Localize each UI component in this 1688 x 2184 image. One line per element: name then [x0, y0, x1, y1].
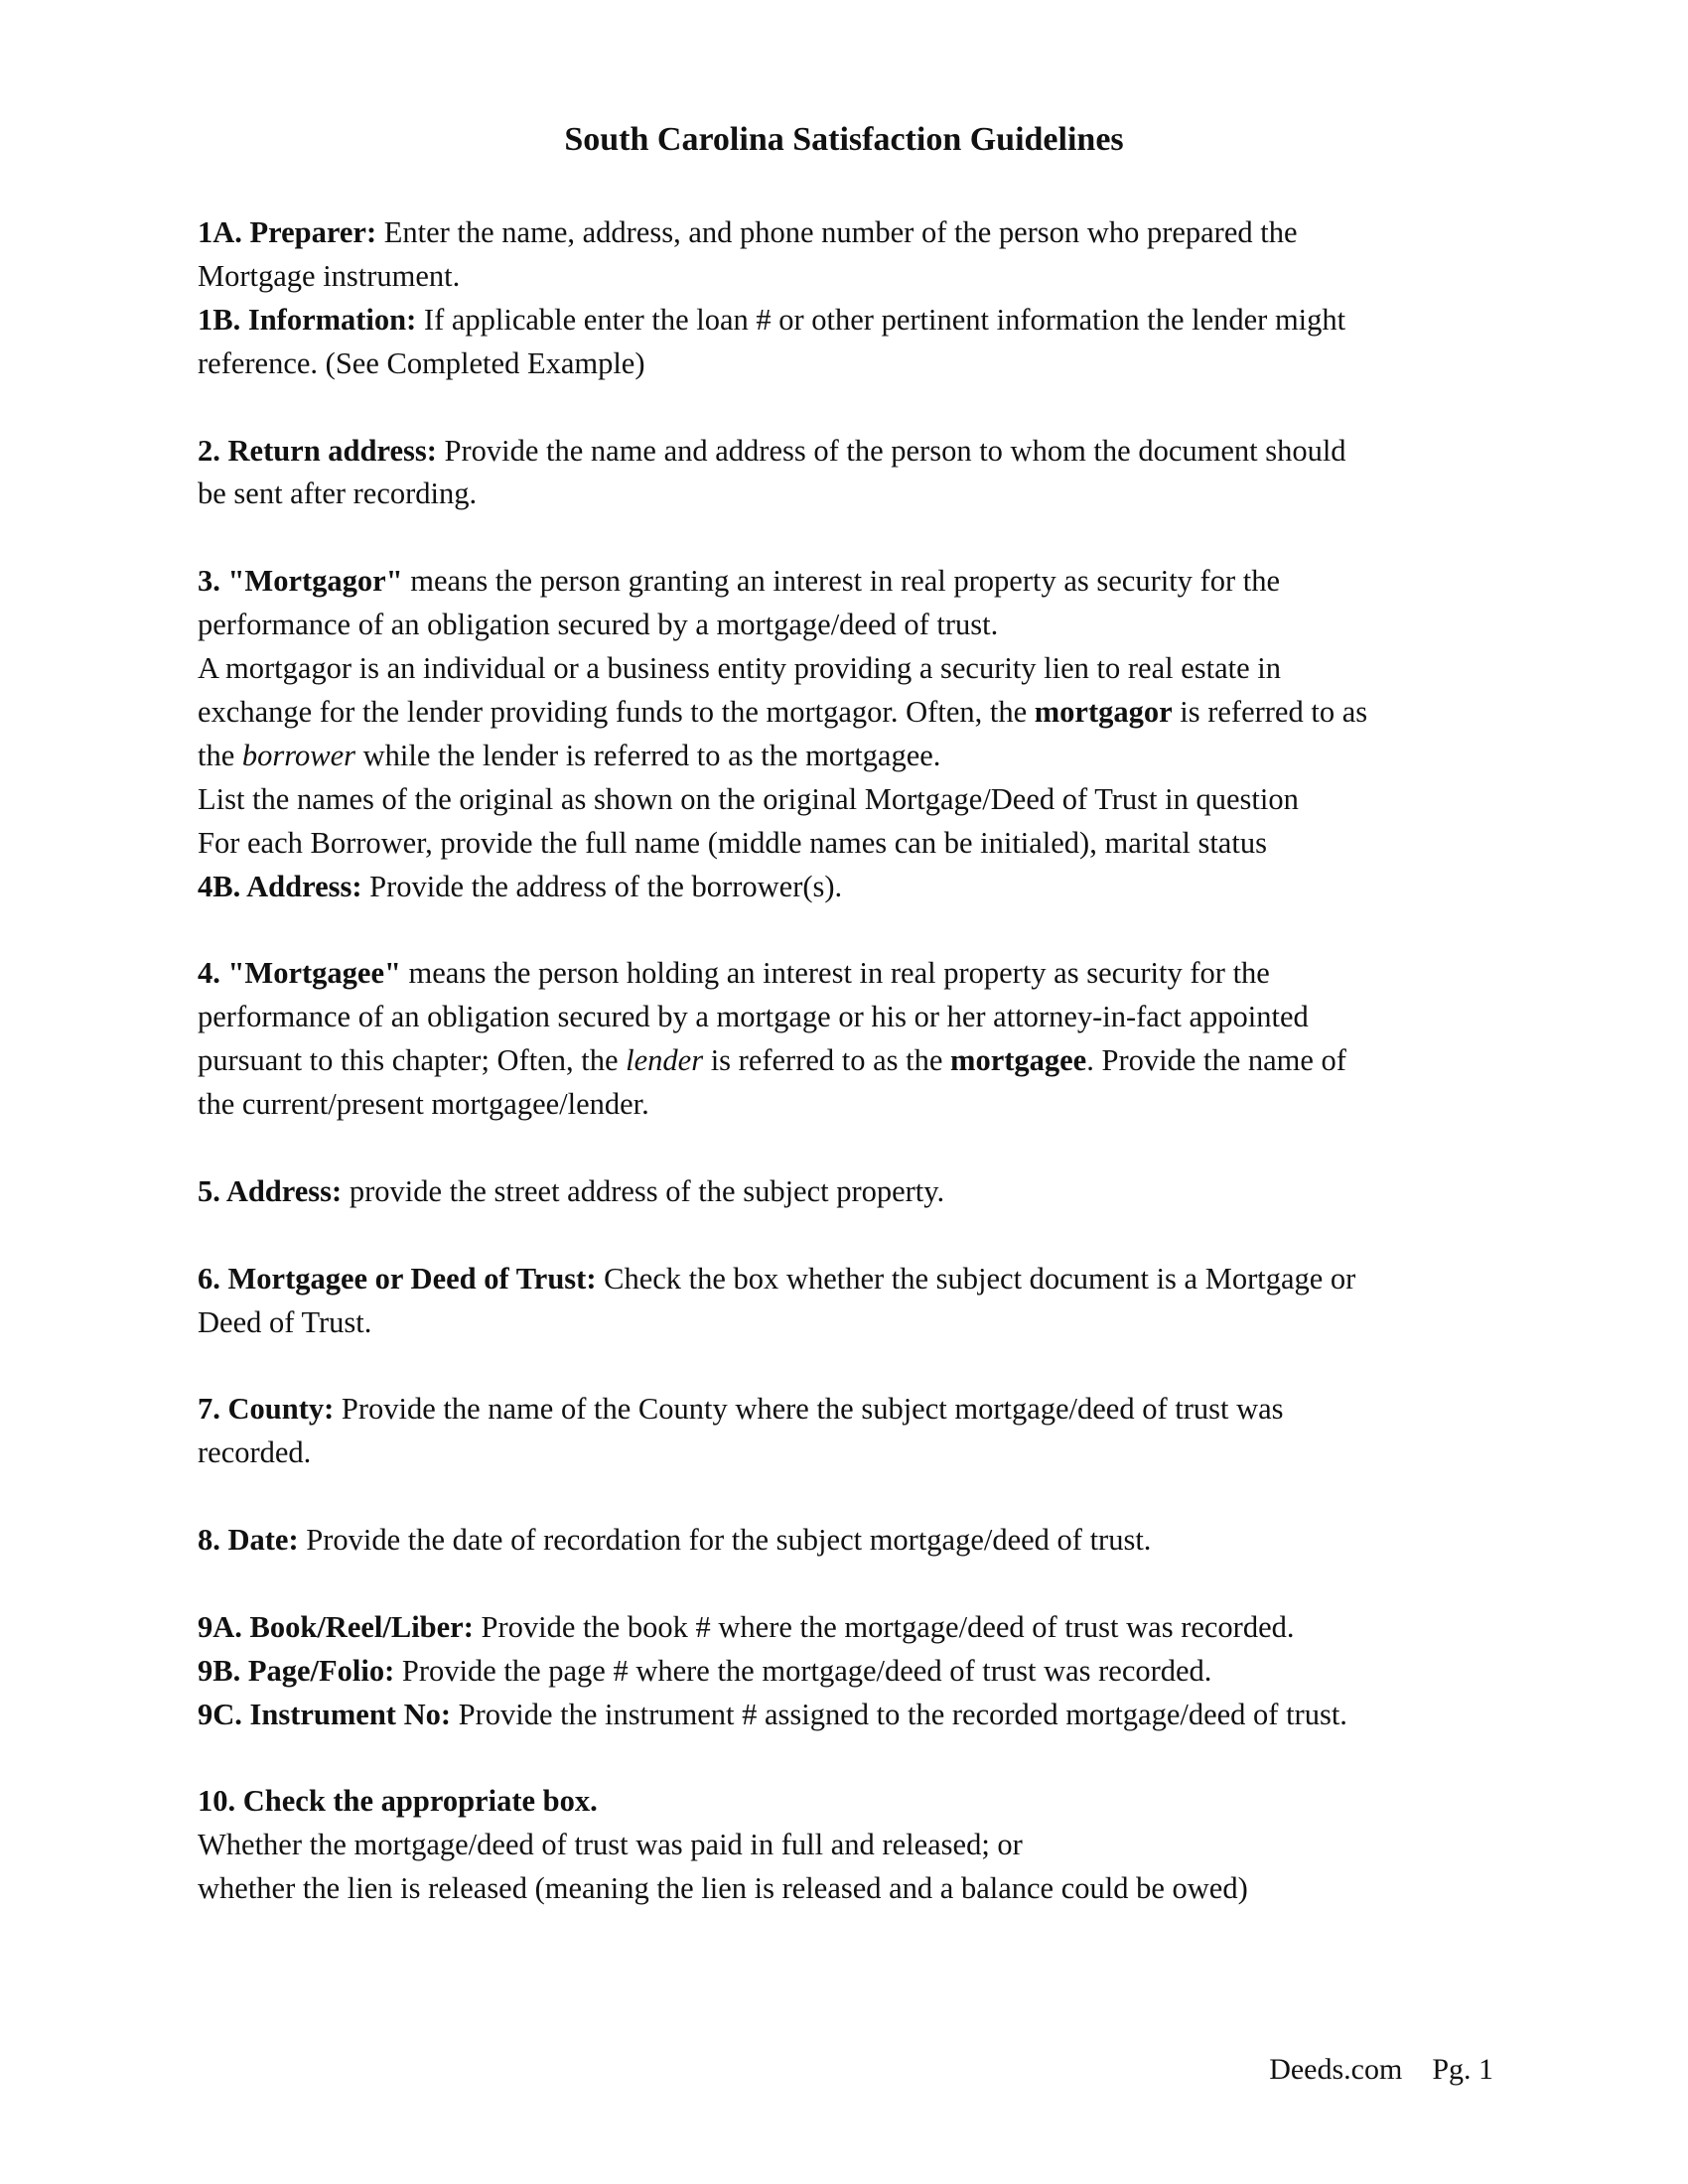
- item-3-line-1: [198, 560, 1518, 604]
- item-4b-text: Provide the address of the borrower(s).: [361, 869, 843, 903]
- item-7-line-2: recorded.: [198, 1435, 312, 1470]
- page-title: South Carolina Satisfaction Guidelines: [564, 121, 1124, 158]
- item-4-line-3: [198, 1039, 1518, 1083]
- item-8-text: Provide the date of recordation for the subject mortgage/deed of trust.: [298, 1523, 1152, 1558]
- section-9: [198, 1606, 1518, 1737]
- item-9a-text: Provide the book # where the mortgage/deed of trust was recorded.: [473, 1609, 1295, 1644]
- item-10-heading: [198, 1780, 1518, 1824]
- item-4-bold-mortgagee: mortgagee: [950, 1043, 1087, 1078]
- item-4-line-3-text-e: . Provide the name of: [1086, 1043, 1346, 1078]
- item-10-label: 10. Check the appropriate box.: [198, 1784, 598, 1819]
- item-4-italic-lender: lender: [626, 1043, 704, 1078]
- item-1a-line-1: [198, 211, 1518, 255]
- item-9a-label: 9A. Book/Reel/Liber:: [198, 1609, 474, 1644]
- item-3-line-3: A mortgagor is an individual or a business entity providing a security lien to real estate in: [198, 651, 1281, 686]
- item-9b-text: Provide the page # where the mortgage/deed of trust was recorded.: [394, 1653, 1212, 1688]
- item-2-label: 2. Return address:: [198, 433, 437, 468]
- page-footer: [1269, 2053, 1493, 2087]
- item-4-text: means the person holding an interest in real property as security for the: [400, 956, 1270, 991]
- item-3-text: means the person granting an interest in real property as security for the: [402, 564, 1280, 599]
- item-4-line-3-text-c: is referred to as the: [703, 1043, 951, 1078]
- item-9b-label: 9B. Page/Folio:: [198, 1653, 395, 1688]
- item-3-line-5-text-c: while the lender is referred to as the mortgagee.: [355, 738, 941, 772]
- item-9c-line-1: [198, 1694, 1518, 1737]
- item-3-line-4-text-a: exchange for the lender providing funds to the mortgagor. Often, the: [198, 694, 1035, 729]
- item-4-line-1: [198, 952, 1518, 996]
- footer-site: Deeds.com: [1269, 2053, 1403, 2086]
- item-9a-line-1: [198, 1606, 1518, 1650]
- item-8-label: 8. Date:: [198, 1523, 299, 1558]
- item-1a-label: 1A. Preparer:: [198, 215, 377, 249]
- item-1b-line-1: [198, 299, 1518, 342]
- item-3-line-7: For each Borrower, provide the full name (middle names can be initialed), marital status: [198, 825, 1267, 860]
- item-3-italic-borrower: borrower: [241, 738, 355, 772]
- section-8: [198, 1519, 1518, 1563]
- item-3-line-2: performance of an obligation secured by a mortgage/deed of trust.: [198, 608, 999, 642]
- item-3-line-4-text-c: is referred to as: [1172, 694, 1368, 729]
- section-10: [198, 1780, 1518, 1911]
- section-6: [198, 1258, 1518, 1345]
- item-6-label: 6. Mortgagee or Deed of Trust:: [198, 1261, 597, 1296]
- item-2-text: Provide the name and address of the person to whom the document should: [436, 433, 1346, 468]
- item-6-line-1: [198, 1258, 1518, 1301]
- item-1a-text: Enter the name, address, and phone number of the person who prepared the: [376, 215, 1298, 249]
- page-number: Pg. 1: [1432, 2053, 1493, 2086]
- item-4-line-4: the current/present mortgagee/lender.: [198, 1087, 649, 1122]
- item-5-label: 5. Address:: [198, 1173, 343, 1208]
- item-3-line-4: [198, 691, 1518, 735]
- section-1: [198, 211, 1518, 386]
- item-1a-line-2: Mortgage instrument.: [198, 258, 461, 293]
- item-6-line-2: Deed of Trust.: [198, 1304, 372, 1339]
- item-8-line-1: [198, 1519, 1518, 1563]
- item-9c-label: 9C. Instrument No:: [198, 1697, 452, 1731]
- section-7: [198, 1388, 1518, 1475]
- item-3-line-6: List the names of the original as shown on the original Mortgage/Deed of Trust in question: [198, 781, 1299, 816]
- item-1b-label: 1B. Information:: [198, 302, 417, 337]
- item-4-label: 4. "Mortgagee": [198, 956, 401, 991]
- item-1b-text: If applicable enter the loan # or other pertinent information the lender might: [416, 302, 1346, 337]
- item-3-bold-mortgagor: mortgagor: [1034, 694, 1173, 729]
- item-7-label: 7. County:: [198, 1392, 335, 1427]
- item-3-line-5: [198, 735, 1518, 778]
- item-4-line-2: performance of an obligation secured by a mortgage or his or her attorney-in-fact appointed: [198, 1000, 1309, 1034]
- item-4-line-3-text-a: pursuant to this chapter; Often, the: [198, 1043, 627, 1078]
- item-2-line-2: be sent after recording.: [198, 477, 478, 511]
- guidelines-body: [198, 211, 1518, 1955]
- section-3: [198, 560, 1518, 908]
- item-4b-label: 4B. Address:: [198, 869, 362, 903]
- item-1b-line-2: reference. (See Completed Example): [198, 345, 645, 380]
- item-10-line-1: Whether the mortgage/deed of trust was paid in full and released; or: [198, 1828, 1023, 1862]
- item-9b-line-1: [198, 1650, 1518, 1694]
- item-6-text: Check the box whether the subject document is a Mortgage or: [596, 1261, 1356, 1296]
- item-4b-line-1: [198, 866, 1518, 909]
- section-2: [198, 430, 1518, 517]
- item-7-line-1: [198, 1388, 1518, 1432]
- section-4: [198, 952, 1518, 1127]
- item-3-label: 3. "Mortgagor": [198, 564, 403, 599]
- section-5: [198, 1170, 1518, 1214]
- item-3-line-5-text-a: the: [198, 738, 242, 772]
- item-5-line-1: [198, 1170, 1518, 1214]
- item-5-text: provide the street address of the subject property.: [342, 1173, 945, 1208]
- item-10-line-2: whether the lien is released (meaning the lien is released and a balance could be owed): [198, 1871, 1248, 1906]
- item-2-line-1: [198, 430, 1518, 474]
- item-7-text: Provide the name of the County where the subject mortgage/deed of trust was: [334, 1392, 1284, 1427]
- item-9c-text: Provide the instrument # assigned to the recorded mortgage/deed of trust.: [451, 1697, 1347, 1731]
